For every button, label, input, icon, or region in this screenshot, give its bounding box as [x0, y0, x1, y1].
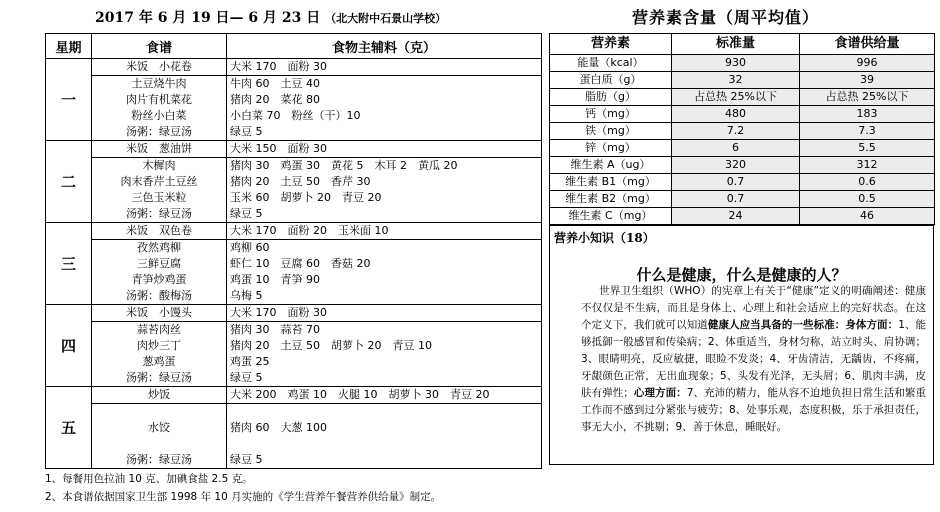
ingredient-cell: [227, 59, 542, 141]
day-label: 三: [46, 223, 92, 305]
dish-ingredients: 小白菜 70 粉丝（干）10: [230, 109, 361, 122]
dish-name: 三色玉米粒: [131, 191, 187, 204]
nutrient-row: [550, 140, 935, 157]
dish-ingredients: 绿豆 5: [230, 453, 263, 466]
dish-ingredients: 猪肉 20 土豆 50 香芹 30: [230, 175, 371, 188]
header-ingredients: 食物主辅料（克）: [227, 34, 542, 59]
dish-name: 米饭 葱油饼: [92, 141, 226, 158]
dish-ingredients: 大米 170 面粉 30: [227, 59, 541, 76]
nutrient-name: 钙（mg）: [550, 106, 672, 123]
footnote-oil-salt: 1、每餐用色拉油 10 克、加碘食盐 2.5 克。: [45, 473, 253, 485]
footnotes: [45, 470, 441, 506]
dish-name: 木樨肉: [142, 159, 176, 172]
supplied-amount: 996: [800, 55, 935, 72]
nutrient-row: [550, 106, 935, 123]
knowledge-body-text: 1、能够抵御一般感冒和传染病；2、体重适当，身材匀称，站立时头、肩协调；3、眼睛明亮，反应敏捷，眼睑不发炎；4、牙齿清洁，无龋齿，不疼痛，牙龈颜色正常，无出血现象；5、头发有光泽，无头屑；6、肌肉丰满，皮肤有弹性；: [581, 319, 927, 399]
dish-name: 三鲜豆腐: [137, 257, 181, 270]
knowledge-mind-text: 7、充沛的精力，能从容不迫地负担日常生活和繁重工作而不感到过分紧张与疲劳；8、处事乐观，态度积极，乐于承担责任，事无大小，不挑剔；9、善于休息，睡眠好。: [581, 387, 927, 433]
nutrient-row: [550, 157, 935, 174]
dish-cell: [92, 305, 227, 387]
dish-name: 蒜苔肉丝: [137, 323, 181, 336]
menu-title: [95, 7, 446, 27]
supplied-amount: 占总热 25%以下: [800, 89, 935, 106]
dish-name: 米饭 小馒头: [92, 305, 226, 322]
dish-name: 青笋炒鸡蛋: [131, 273, 187, 286]
nutrient-name: 维生素 A（ug）: [550, 157, 672, 174]
dish-cell: [92, 387, 227, 469]
dish-ingredients: 乌梅 5: [230, 289, 263, 302]
nutrition-table: [549, 33, 935, 225]
day-row: [46, 141, 542, 223]
dish-name: 汤粥：绿豆汤: [126, 125, 192, 138]
standard-amount: 930: [672, 55, 800, 72]
footnote-standard: 2、本食谱依据国家卫生部 1998 年 10 月实施的《学生营养午餐营养供给量》制定。: [45, 491, 442, 503]
nutrition-knowledge-box: [549, 225, 934, 465]
nutrient-row: [550, 72, 935, 89]
dish-name: 汤粥：绿豆汤: [126, 453, 192, 466]
dish-ingredients: 虾仁 10 豆腐 60 香菇 20: [230, 257, 371, 270]
knowledge-title: 营养小知识（18）: [554, 231, 655, 245]
knowledge-headline: 什么是健康，什么是健康的人？: [636, 266, 847, 284]
supplied-amount: 0.6: [800, 174, 935, 191]
dish-ingredients: 大米 170 面粉 30: [227, 305, 541, 322]
dish-name: 肉末香芹土豆丝: [120, 175, 198, 188]
standard-amount: 7.2: [672, 123, 800, 140]
dish-name: 米饭 小花卷: [92, 59, 226, 76]
knowledge-body-label: 身体方面：: [845, 319, 899, 331]
day-label: 一: [46, 59, 92, 141]
dish-ingredients: 猪肉 30 蒜苔 70: [230, 323, 320, 336]
dish-name: 粉丝小白菜: [131, 109, 187, 122]
dish-ingredients: 鸡蛋 25: [230, 355, 270, 368]
standard-amount: 320: [672, 157, 800, 174]
day-row: [46, 387, 542, 469]
knowledge-criteria-label: 健康人应当具备的一些标准：: [707, 319, 846, 331]
standard-amount: 24: [672, 208, 800, 225]
dish-ingredients: 大米 150 面粉 30: [227, 141, 541, 158]
menu-body: [46, 59, 542, 469]
nutrient-name: 维生素 C（mg）: [550, 208, 672, 225]
nutrition-title: 营养素含量（周平均值）: [632, 8, 820, 27]
nutrient-name: 铁（mg）: [550, 123, 672, 140]
day-row: [46, 223, 542, 305]
standard-amount: 480: [672, 106, 800, 123]
dish-ingredients: 鸡柳 60: [230, 241, 270, 254]
ingredient-cell: [227, 141, 542, 223]
dish-ingredients: 大米 200 鸡蛋 10 火腿 10 胡萝卜 30 青豆 20: [227, 387, 541, 404]
dish-name: 肉炒三丁: [137, 339, 181, 352]
dish-name: 孜然鸡柳: [137, 241, 181, 254]
nutrient-row: [550, 208, 935, 225]
dish-ingredients: 猪肉 30 鸡蛋 30 黄花 5 木耳 2 黄瓜 20: [230, 159, 458, 172]
dish-cell: [92, 141, 227, 223]
standard-amount: 32: [672, 72, 800, 89]
nutrient-row: [550, 123, 935, 140]
nutrient-name: 锌（mg）: [550, 140, 672, 157]
knowledge-mind-label: 心理方面：: [633, 387, 687, 399]
dish-name: 葱鸡蛋: [142, 355, 176, 368]
standard-amount: 占总热 25%以下: [672, 89, 800, 106]
dish-ingredients: 大米 170 面粉 20 玉米面 10: [227, 223, 541, 240]
header-standard: 标准量: [672, 34, 800, 55]
dish-name: 米饭 双色卷: [92, 223, 226, 240]
dish-cell: [92, 223, 227, 305]
menu-table: [45, 33, 542, 469]
supplied-amount: 312: [800, 157, 935, 174]
day-row: [46, 305, 542, 387]
standard-amount: 0.7: [672, 174, 800, 191]
dish-ingredients: 玉米 60 胡萝卜 20 青豆 20: [230, 191, 382, 204]
header-nutrient: 营养素: [550, 34, 672, 55]
supplied-amount: 7.3: [800, 123, 935, 140]
dish-name: 水饺: [148, 421, 170, 434]
dish-ingredients: 鸡蛋 10 青笋 90: [230, 273, 320, 286]
supplied-amount: 39: [800, 72, 935, 89]
dish-name: 肉片有机菜花: [126, 93, 192, 106]
supplied-amount: 5.5: [800, 140, 935, 157]
knowledge-intro: 世界卫生组织（WHO）的宪章上有关于“健康”定义的明确阐述：健康不仅仅是不生病，而且是身体上、心理上和社会适应上的完好状态。在这个定义下，我们就可以知道: [581, 285, 926, 331]
school-name: （北大附中石景山学校）: [325, 12, 447, 25]
knowledge-text: [581, 283, 926, 436]
dish-name: 土豆烧牛肉: [131, 77, 187, 90]
ingredient-cell: [227, 387, 542, 469]
nutrient-row: [550, 55, 935, 72]
dish-ingredients: 绿豆 5: [230, 125, 263, 138]
dish-name: 汤粥：绿豆汤: [126, 371, 192, 384]
nutrient-name: 能量（kcal）: [550, 55, 672, 72]
ingredient-cell: [227, 223, 542, 305]
supplied-amount: 0.5: [800, 191, 935, 208]
date-range: 2017 年 6 月 19 日— 6 月 23 日: [95, 10, 321, 26]
nutrition-body: [550, 55, 935, 225]
nutrient-row: [550, 191, 935, 208]
nutrient-row: [550, 89, 935, 106]
supplied-amount: 183: [800, 106, 935, 123]
ingredient-cell: [227, 305, 542, 387]
header-supply: 食谱供给量: [800, 34, 935, 55]
nutrient-name: 蛋白质（g）: [550, 72, 672, 89]
dish-ingredients: 牛肉 60 土豆 40: [230, 77, 320, 90]
day-label: 五: [46, 387, 92, 469]
dish-name: 汤粥：酸梅汤: [126, 289, 192, 302]
day-row: [46, 59, 542, 141]
header-weekday: 星期: [46, 34, 92, 59]
nutrient-name: 脂肪（g）: [550, 89, 672, 106]
day-label: 四: [46, 305, 92, 387]
header-recipe: 食谱: [92, 34, 227, 59]
dish-ingredients: 猪肉 20 土豆 50 胡萝卜 20 青豆 10: [230, 339, 432, 352]
nutrient-name: 维生素 B1（mg）: [550, 174, 672, 191]
dish-ingredients: 猪肉 20 菜花 80: [230, 93, 320, 106]
dish-cell: [92, 59, 227, 141]
day-label: 二: [46, 141, 92, 223]
standard-amount: 6: [672, 140, 800, 157]
dish-ingredients: 绿豆 5: [230, 371, 263, 384]
standard-amount: 0.7: [672, 191, 800, 208]
nutrient-name: 维生素 B2（mg）: [550, 191, 672, 208]
dish-ingredients: 猪肉 60 大葱 100: [230, 421, 327, 434]
dish-ingredients: 绿豆 5: [230, 207, 263, 220]
supplied-amount: 46: [800, 208, 935, 225]
dish-name: 汤粥：绿豆汤: [126, 207, 192, 220]
nutrient-row: [550, 174, 935, 191]
dish-name: 炒饭: [92, 387, 226, 404]
